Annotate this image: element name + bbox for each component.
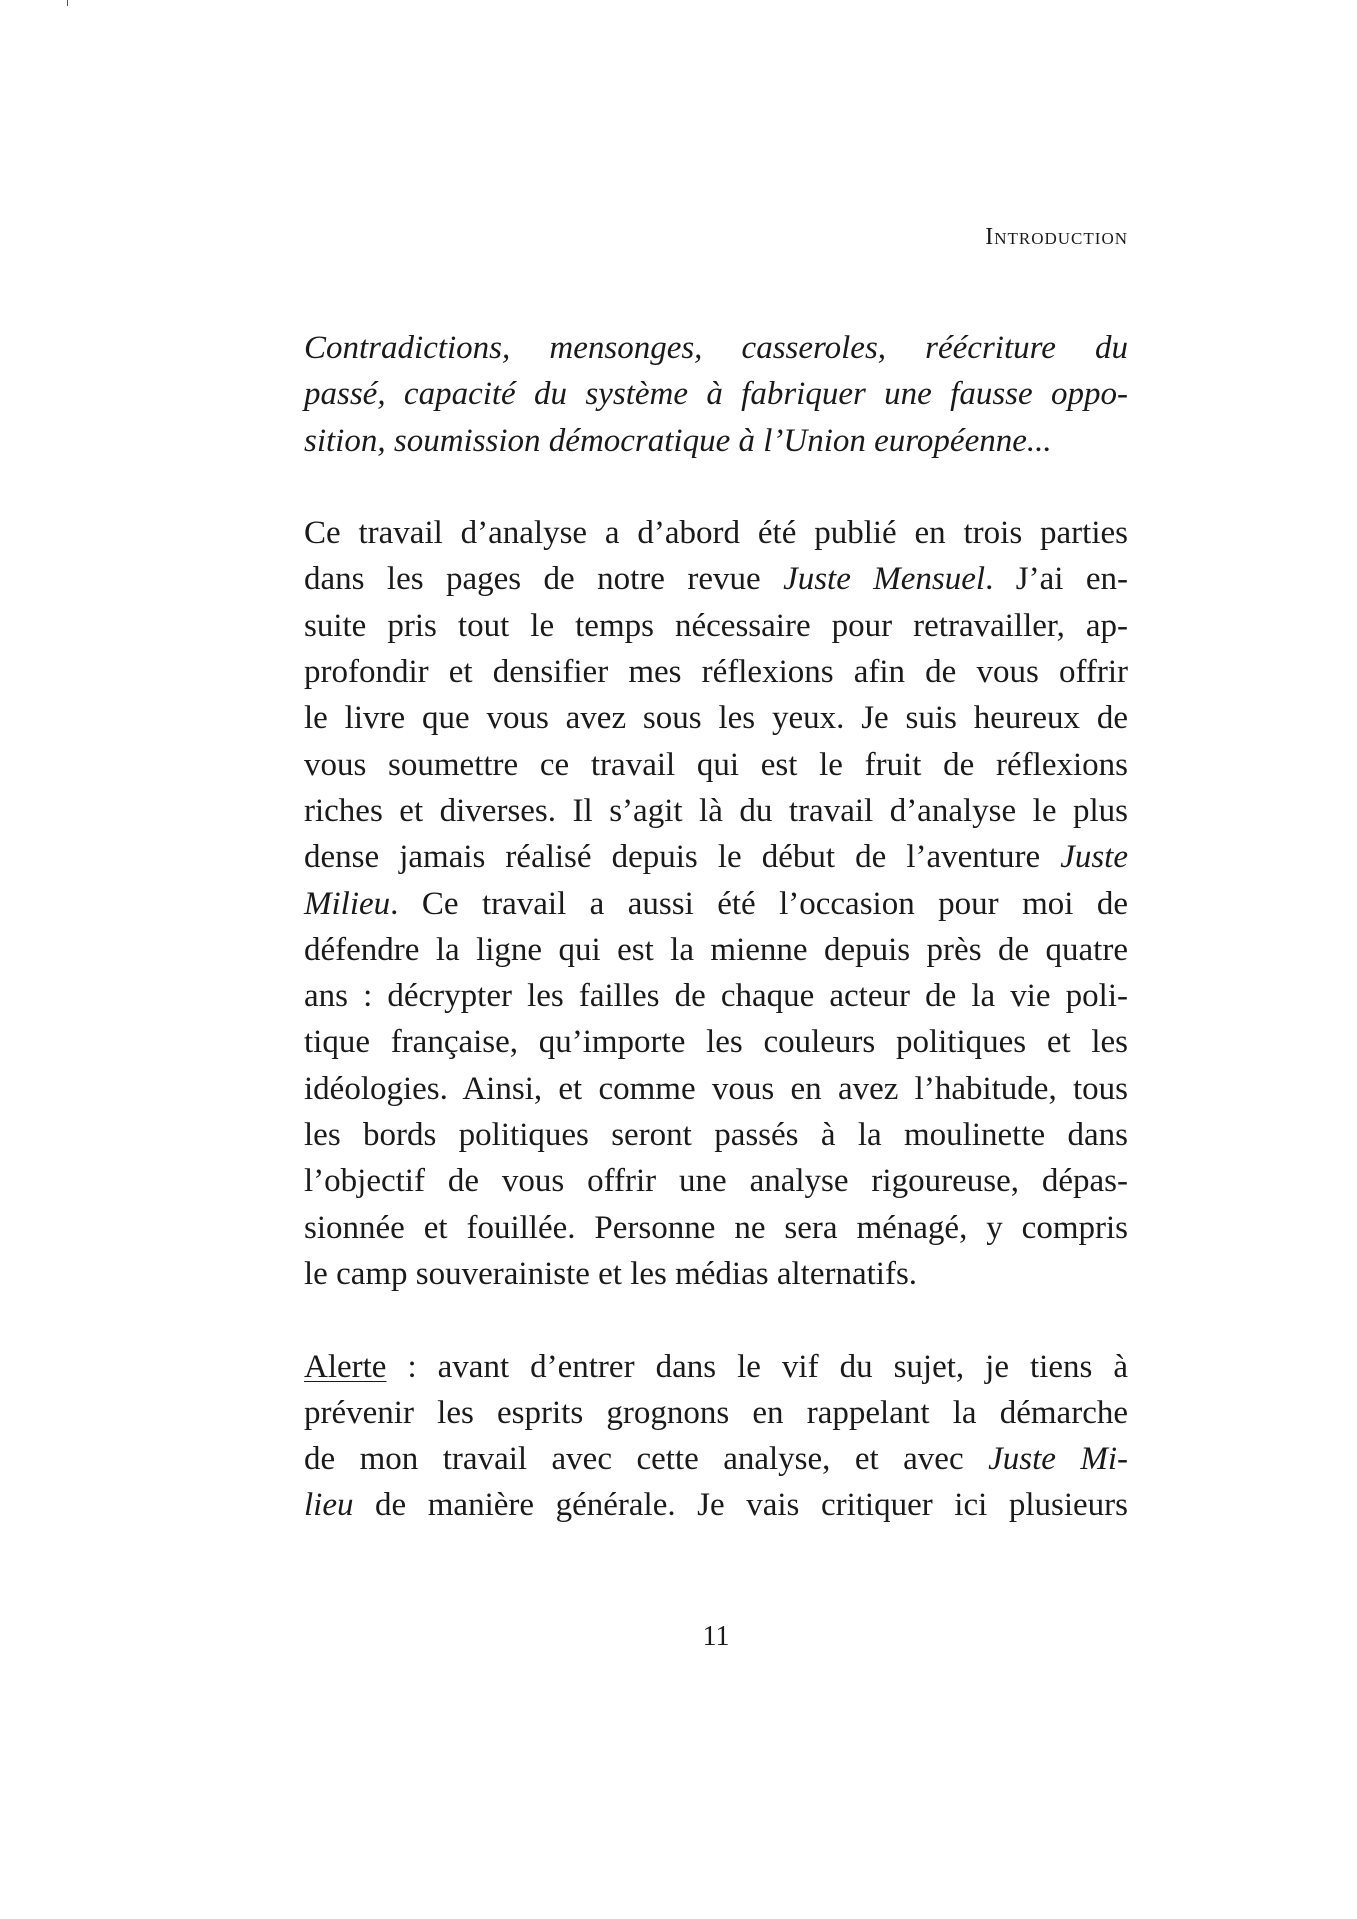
running-head: Introduction: [985, 224, 1128, 250]
journal-title-juste-mensuel: Juste Mensuel: [783, 561, 986, 598]
paragraph-2-line: le camp souverainiste et les médias alternatifs.: [304, 1255, 918, 1292]
text-run: : avant d’entrer dans le vif du sujet, je tiens à: [386, 1348, 1128, 1385]
text-run: . Ce travail a aussi été l’occasion pour moi de: [390, 885, 1128, 922]
paragraph-2-line: Ce travail d’analyse a d’abord été publié en trois parties: [304, 515, 1128, 552]
paragraph-2-line: tique française, qu’importe les couleurs politiques et les: [304, 1024, 1128, 1061]
page-number: 11: [702, 1621, 730, 1652]
paragraph-2-line: ans : décrypter les failles de chaque acteur de la vie poli-: [304, 978, 1128, 1015]
paragraph-2-line: le livre que vous avez sous les yeux. Je suis heureux de: [304, 700, 1128, 737]
paragraph-2-line: profondir et densifier mes réflexions afin de vous offrir: [304, 654, 1128, 691]
paragraph-2-line: riches et diverses. Il s’agit là du travail d’analyse le plus: [304, 792, 1128, 829]
title-juste-milieu: Juste Mi-: [988, 1441, 1129, 1478]
alerte-label: Alerte: [304, 1348, 387, 1385]
paragraph-2-line: défendre la ligne qui est la mienne depuis près de quatre: [304, 931, 1128, 968]
paragraph-3-line: [304, 1482, 1128, 1528]
text-run: dans les pages de notre revue: [304, 561, 784, 598]
paragraph-1-line: Contradictions, mensonges, casseroles, réécriture du: [304, 330, 1128, 366]
paragraph-2-line: suite pris tout le temps nécessaire pour retravailler, ap-: [304, 607, 1128, 644]
paragraph-2-line: les bords politiques seront passés à la moulinette dans: [304, 1117, 1128, 1154]
text-run: . J’ai en-: [985, 561, 1128, 598]
title-juste-milieu: Milieu: [304, 885, 391, 922]
body-text: [304, 325, 1128, 1529]
paragraph-1-line: passé, capacité du système à fabriquer une fausse oppo-: [304, 376, 1128, 413]
title-juste-milieu: Juste: [1060, 839, 1128, 876]
paragraph-2-line: [304, 556, 1128, 602]
crop-mark: [67, 0, 68, 6]
paragraph-3-line: [304, 1344, 1128, 1390]
paragraph-gap: [304, 464, 1128, 510]
paragraph-3-line: prévenir les esprits grognons en rappelant la démarche: [304, 1394, 1128, 1431]
paragraph-gap: [304, 1297, 1128, 1343]
paragraph-2-line: l’objectif de vous offrir une analyse rigoureuse, dépas-: [304, 1163, 1128, 1200]
text-run: dense jamais réalisé depuis le début de l’aventure: [304, 839, 1061, 876]
text-run: de mon travail avec cette analyse, et avec: [304, 1441, 989, 1478]
title-juste-milieu: lieu: [304, 1487, 354, 1524]
paragraph-2-line: idéologies. Ainsi, et comme vous en avez l’habitude, tous: [304, 1070, 1128, 1107]
paragraph-1-line: sition, soumission démocratique à l’Union européenne...: [304, 422, 1052, 459]
paragraph-3-line: [304, 1436, 1128, 1482]
paragraph-2-line: vous soumettre ce travail qui est le fruit de réflexions: [304, 746, 1128, 783]
paragraph-2-line: [304, 834, 1128, 880]
paragraph-2-line: [304, 881, 1128, 927]
text-run: de manière générale. Je vais critiquer ici plusieurs: [353, 1487, 1128, 1524]
book-page: [304, 0, 1128, 1919]
paragraph-2-line: sionnée et fouillée. Personne ne sera ménagé, y compris: [304, 1209, 1128, 1246]
